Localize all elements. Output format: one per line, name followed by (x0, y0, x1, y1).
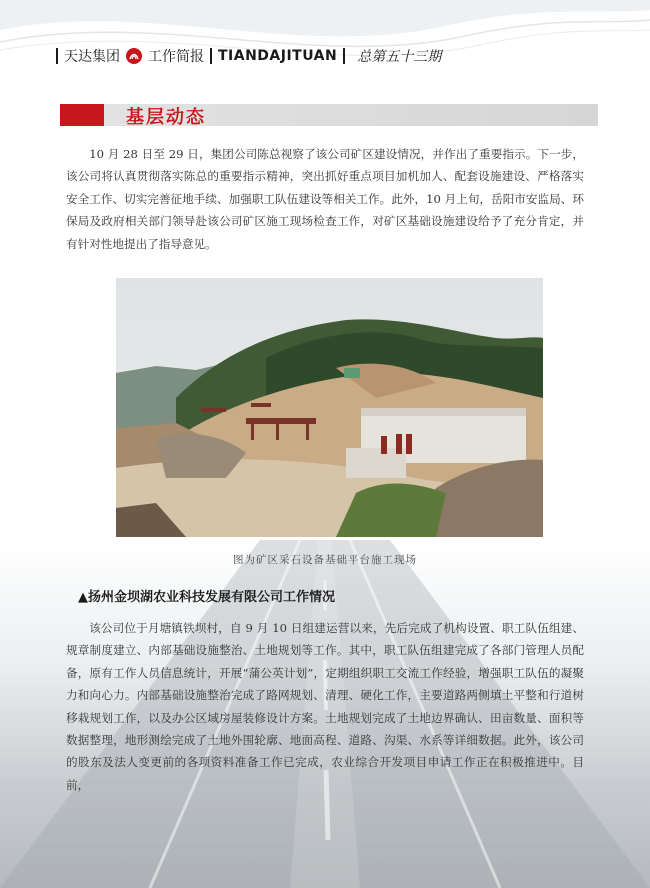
construction-site-photo (116, 278, 543, 537)
section-title-bar (60, 104, 598, 126)
issue-number: 总第五十三期 (357, 49, 442, 65)
bulletin-name: 工作简报 (148, 49, 204, 65)
header-divider (210, 48, 212, 64)
header-divider (56, 48, 58, 64)
company-name-en: TIANDAJITUAN (218, 48, 338, 64)
article-paragraph: 10 月 28 日至 29 日，集团公司陈总视察了该公司矿区建设情况，并作出了重要指示。下一步，该公司将认真贯彻落实陈总的重要指示精神，突出抓好重点项目加机加人、配套设施建设、严格落实安全工作、切实完善征地手续、加强职工队伍建设等相关工作。此外，10 月上旬，岳阳市安监局、环保局及政府相关部门领导赴该公司矿区施工现场检查工作，对矿区基础设施建设给予了充分肯定，并有针对性地提出了指导意见。 (66, 147, 584, 251)
photo-caption: 图为矿区采石设备基础平台施工现场 (233, 554, 417, 566)
subsection-heading: ▲扬州金坝湖农业科技发展有限公司工作情况 (78, 590, 335, 605)
article-paragraph: 该公司位于月塘镇铁坝村，自 9 月 10 日组建运营以来，先后完成了机构设置、职工队伍组建、规章制度建立、内部基础设施整治、土地规划等工作。其中，职工队伍组建完成了各部门管理人员配备，原有工作人员信息统计，开展“蒲公英计划”，定期组织职工交流工作经验，增强职工队伍的凝聚力和向心力。内部基础设施整治完成了路网规划、清理、硬化工作，主要道路两侧填土平整和行道树移栽规划工作，以及办公区域房屋装修设计方案。土地规划完成了土地边界确认、田亩数量、面积等数据整理，地形测绘完成了土地外围轮廓、地面高程、道路、沟渠、水系等详细数据。此外，该公司的股东及法人变更前的各项资料准备工作已完成，农业综合开发项目申请工作正在积极推进中。目前， (66, 621, 584, 792)
section-accent-block (60, 104, 104, 126)
company-logo-icon (126, 48, 142, 64)
page-header (56, 44, 441, 68)
header-divider (343, 48, 345, 64)
section-title: 基层动态 (126, 107, 206, 128)
company-name: 天达集团 (64, 49, 120, 65)
